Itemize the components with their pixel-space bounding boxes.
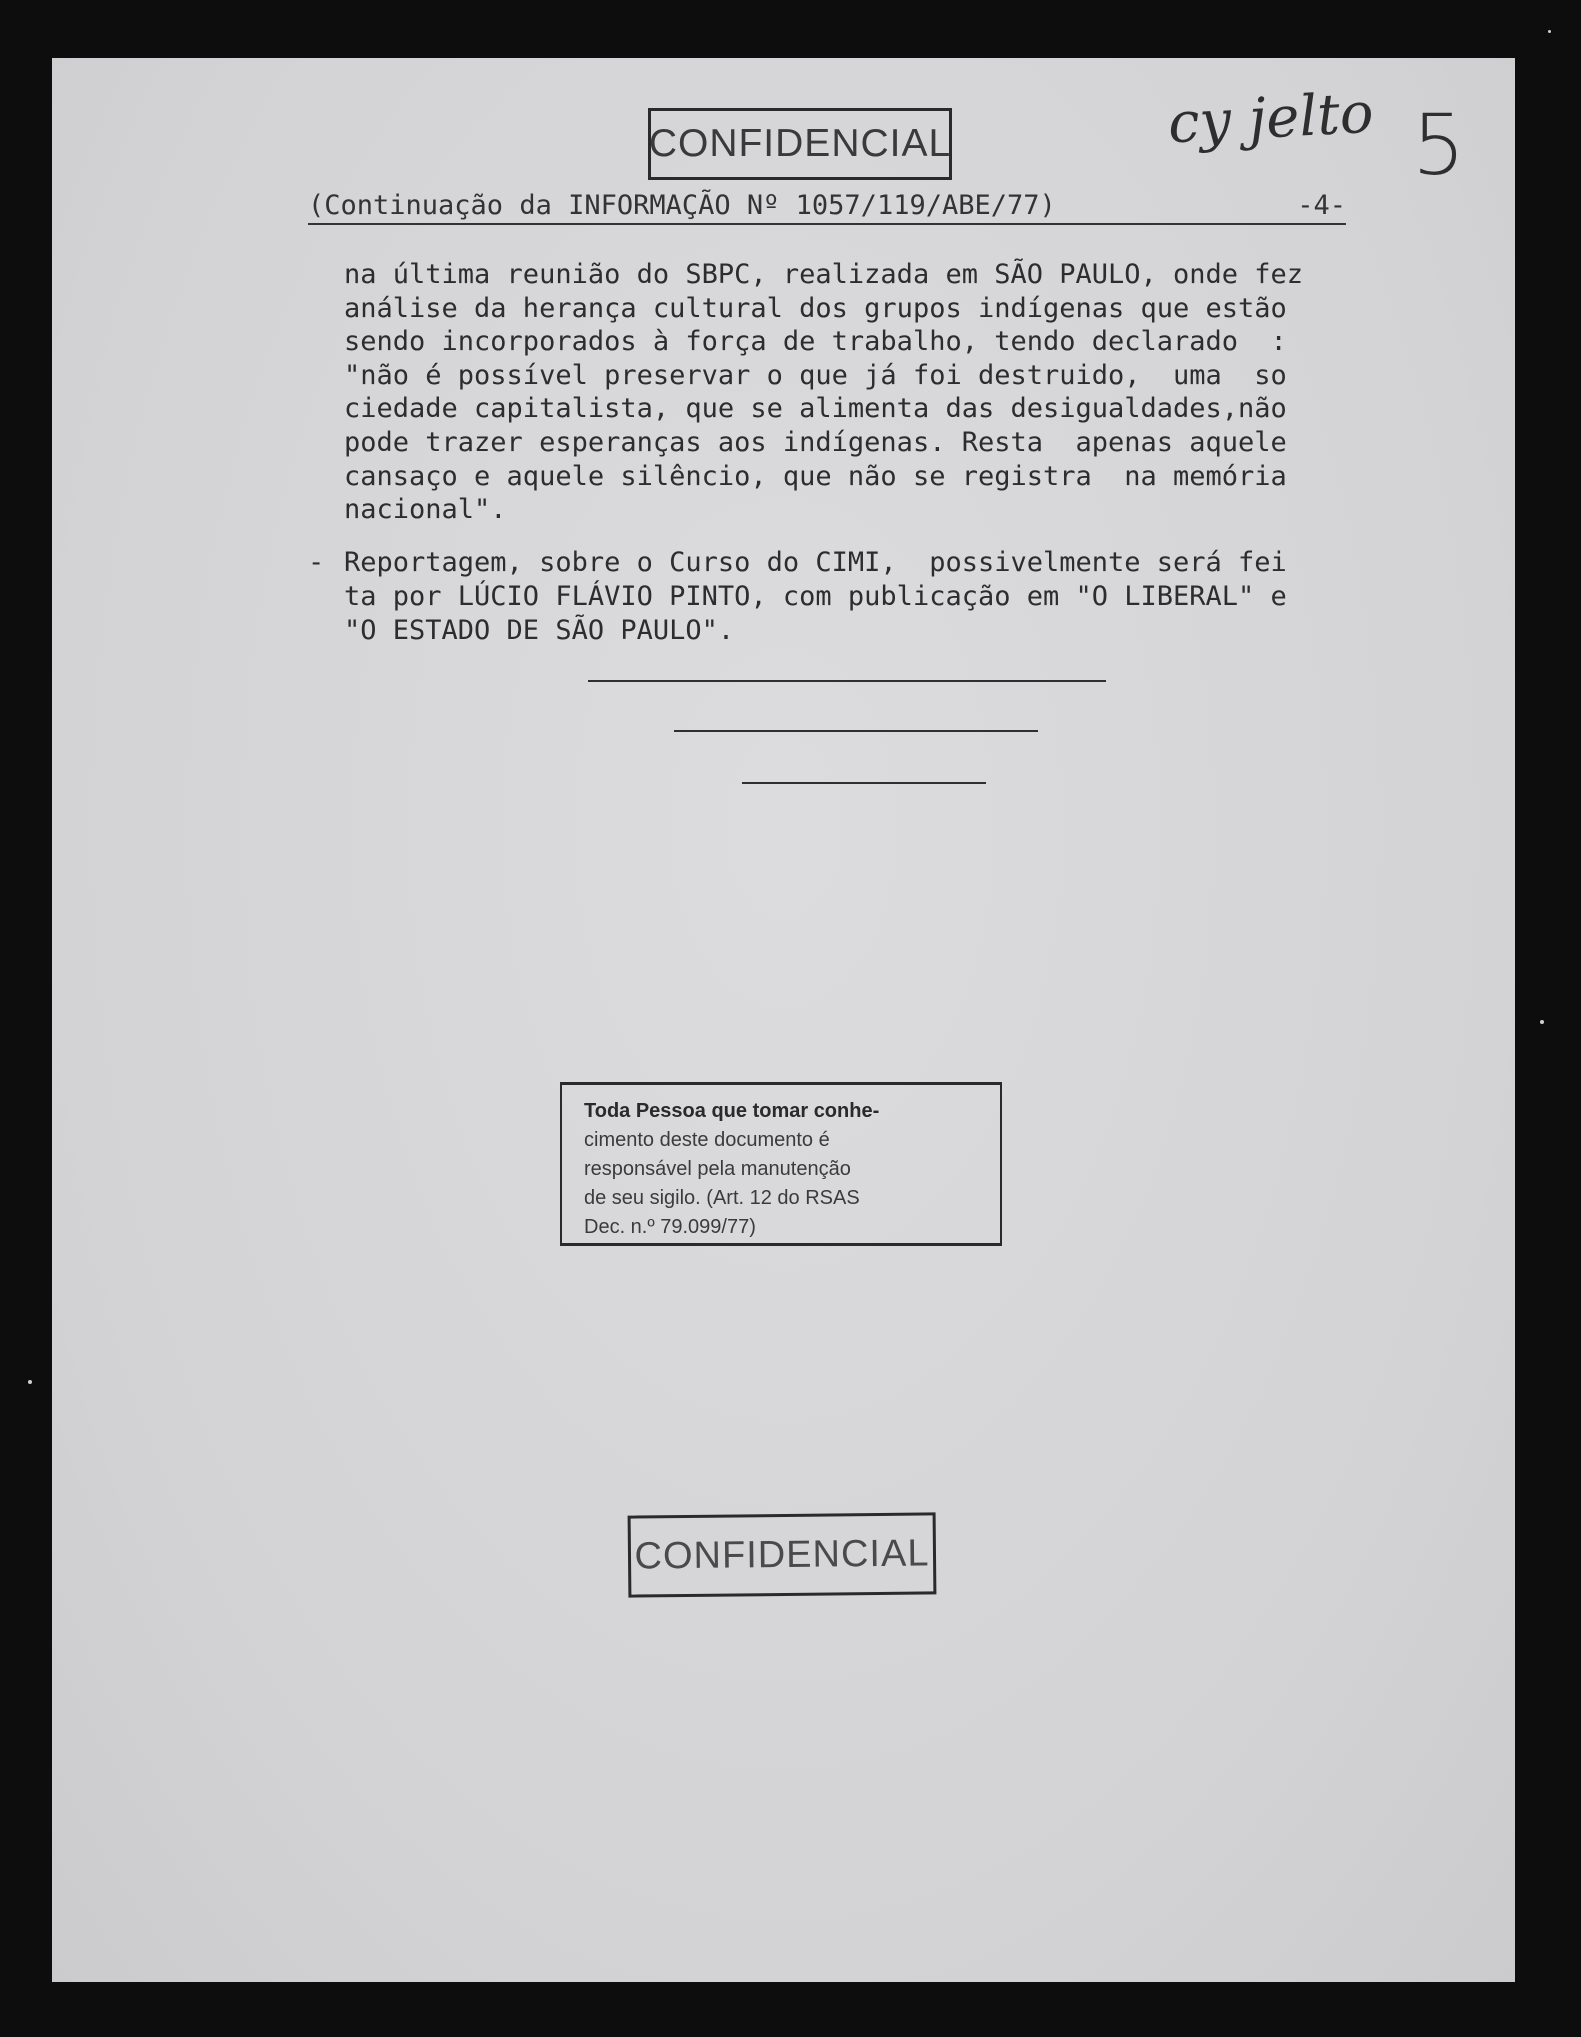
closing-rule-long [588,680,1106,682]
notice-line: de seu sigilo. (Art. 12 do RSAS [584,1187,860,1209]
scan-speck [1548,30,1551,33]
header-title: (Continuação da INFORMAÇÃO Nº 1057/119/ABE/77) [308,190,1056,221]
body-line: nacional". [344,494,507,526]
body-line: "não é possível preservar o que já foi destruido, uma so [344,359,1287,391]
closing-rule-medium [674,730,1038,732]
body-line: ciedade capitalista, que se alimenta das desigualdades,não [344,393,1287,425]
body-line: análise da herança cultural dos grupos indígenas que estão [344,292,1287,324]
confidential-stamp-bottom: CONFIDENCIAL [628,1512,937,1597]
list-bullet: - [308,547,325,578]
scan-speck [28,1380,32,1384]
list-item-line: ta por LÚCIO FLÁVIO PINTO, com publicação em "O LIBERAL" e [344,581,1287,612]
notice-line: Dec. n.º 79.099/77) [584,1216,756,1238]
body-line: sendo incorporados à força de trabalho, tendo declarado : [344,326,1287,358]
confidentiality-notice-stamp [560,1082,1002,1246]
list-item-line: "O ESTADO DE SÃO PAULO". [344,615,735,646]
notice-line: responsável pela manutenção [584,1158,851,1180]
body-line: cansaço e aquele silêncio, que não se registra na memória [344,460,1287,492]
closing-rule-short [742,782,986,784]
scan-speck [1540,1020,1544,1024]
body-line: pode trazer esperanças aos indígenas. Resta apenas aquele [344,426,1287,458]
handwritten-page-number: 5 [1412,96,1466,194]
document-header [308,190,1346,225]
header-page-number: -4- [1297,190,1346,221]
notice-line: Toda Pessoa que tomar conhe- [584,1100,880,1122]
notice-line: cimento deste documento é [584,1129,830,1151]
handwritten-note: cy jelto [1166,80,1375,157]
body-line: na última reunião do SBPC, realizada em SÃO PAULO, onde fez [344,259,1304,290]
body-paragraph [344,258,1354,527]
list-item [308,546,1354,648]
list-item-line: Reportagem, sobre o Curso do CIMI, possivelmente será fei [344,547,1287,578]
confidential-stamp-top: CONFIDENCIAL [648,108,952,180]
